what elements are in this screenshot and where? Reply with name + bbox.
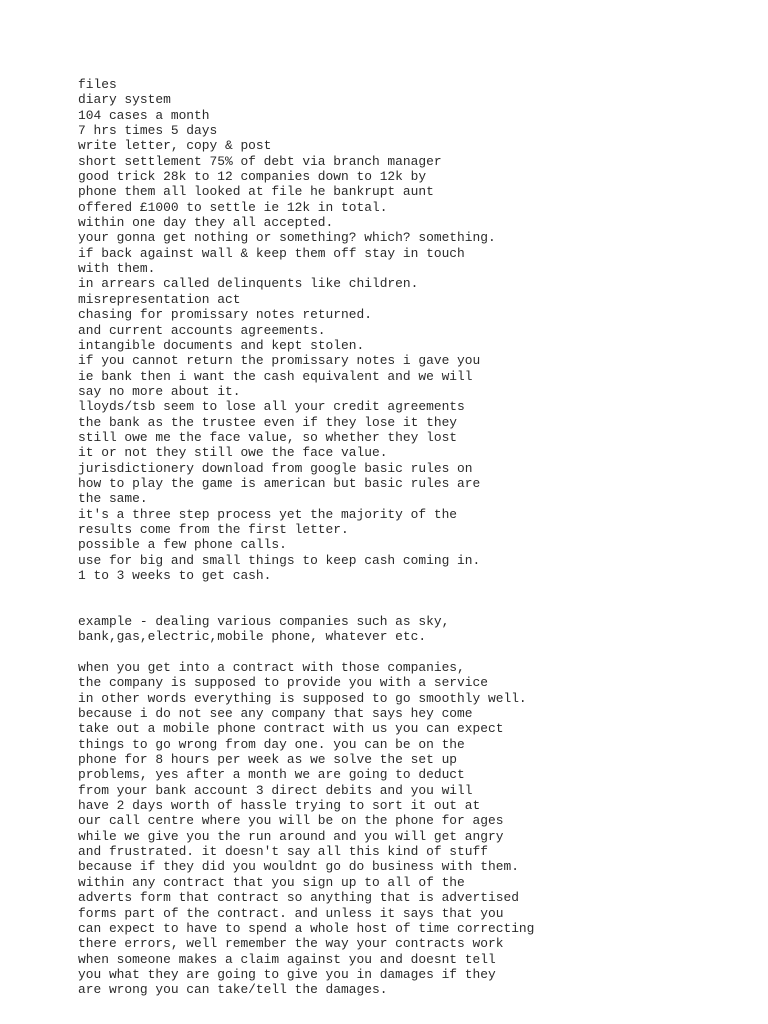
text-line: short settlement 75% of debt via branch manager xyxy=(78,153,442,169)
text-line: chasing for promissary notes returned. xyxy=(78,307,372,323)
text-line: can expect to have to spend a whole host of time correcting xyxy=(78,920,535,936)
text-line: it or not they still owe the face value. xyxy=(78,445,388,461)
text-line: within one day they all accepted. xyxy=(78,215,334,231)
contract-paragraph xyxy=(78,660,534,998)
text-line: phone them all looked at file he bankrupt aunt xyxy=(78,184,434,200)
text-line: with them. xyxy=(78,261,156,277)
text-line: things to go wrong from day one. you can be on the xyxy=(78,736,465,752)
text-line: it's a three step process yet the majority of the xyxy=(78,506,458,522)
text-line: forms part of the contract. and unless it says that you xyxy=(78,905,504,921)
text-line: when you get into a contract with those companies, xyxy=(78,660,465,675)
text-line: offered £1000 to settle ie 12k in total. xyxy=(78,199,388,215)
text-line: while we give you the run around and you will get angry xyxy=(78,828,504,844)
text-line: bank,gas,electric,mobile phone, whatever etc. xyxy=(78,629,427,645)
text-line: if back against wall & keep them off stay in touch xyxy=(78,245,465,261)
text-line: are wrong you can take/tell the damages. xyxy=(78,982,388,998)
text-line: from your bank account 3 direct debits and you will xyxy=(78,782,473,798)
text-line: how to play the game is american but basic rules are xyxy=(78,475,481,491)
text-line: there errors, well remember the way your contracts work xyxy=(78,936,504,952)
example-paragraph xyxy=(78,614,449,645)
text-line: jurisdictionery download from google basic rules on xyxy=(78,460,473,476)
text-line: intangible documents and kept stolen. xyxy=(78,337,365,353)
text-line: problems, yes after a month we are going to deduct xyxy=(78,767,465,783)
text-line: 7 hrs times 5 days xyxy=(78,123,218,139)
notes-paragraph xyxy=(78,77,496,583)
text-line: because if they did you wouldnt go do business with them. xyxy=(78,859,519,875)
text-line: and frustrated. it doesn't say all this kind of stuff xyxy=(78,844,488,860)
text-line: when someone makes a claim against you and doesnt tell xyxy=(78,951,496,967)
text-line: take out a mobile phone contract with us you can expect xyxy=(78,721,504,737)
text-line: 104 cases a month xyxy=(78,107,210,123)
text-line: ie bank then i want the cash equivalent and we will xyxy=(78,368,473,384)
text-line: in other words everything is supposed to go smoothly well. xyxy=(78,690,527,706)
text-line: the company is supposed to provide you with a service xyxy=(78,675,488,691)
text-line: have 2 days worth of hassle trying to sort it out at xyxy=(78,798,481,814)
text-line: results come from the first letter. xyxy=(78,521,349,537)
text-line: adverts form that contract so anything that is advertised xyxy=(78,890,519,906)
text-line: write letter, copy & post xyxy=(78,138,272,154)
text-line: because i do not see any company that says hey come xyxy=(78,706,473,722)
text-line: files xyxy=(78,77,117,92)
text-line: possible a few phone calls. xyxy=(78,537,287,553)
text-line: diary system xyxy=(78,92,171,108)
text-line: the bank as the trustee even if they lose it they xyxy=(78,414,458,430)
text-line: our call centre where you will be on the phone for ages xyxy=(78,813,504,829)
text-line: lloyds/tsb seem to lose all your credit agreements xyxy=(78,399,465,415)
text-line: within any contract that you sign up to all of the xyxy=(78,874,465,890)
text-line: if you cannot return the promissary notes i gave you xyxy=(78,353,481,369)
text-line: good trick 28k to 12 companies down to 12k by xyxy=(78,169,427,185)
text-line: still owe me the face value, so whether they lost xyxy=(78,429,458,445)
text-line: and current accounts agreements. xyxy=(78,322,326,338)
text-line: say no more about it. xyxy=(78,383,241,399)
text-line: misrepresentation act xyxy=(78,291,241,307)
text-line: in arrears called delinquents like children. xyxy=(78,276,419,292)
text-line: phone for 8 hours per week as we solve the set up xyxy=(78,752,458,768)
text-line: use for big and small things to keep cash coming in. xyxy=(78,552,481,568)
text-line: the same. xyxy=(78,491,148,507)
text-line: example - dealing various companies such as sky, xyxy=(78,614,450,629)
text-line: 1 to 3 weeks to get cash. xyxy=(78,568,272,583)
text-line: your gonna get nothing or something? which? something. xyxy=(78,230,496,246)
text-line: you what they are going to give you in damages if they xyxy=(78,966,496,982)
